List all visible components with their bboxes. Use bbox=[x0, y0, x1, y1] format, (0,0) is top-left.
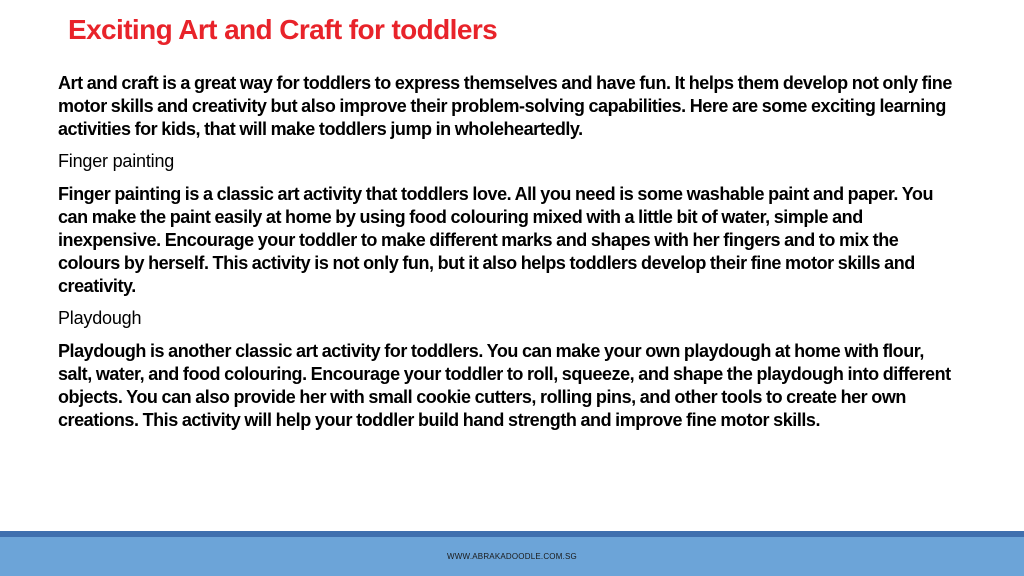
intro-paragraph: Art and craft is a great way for toddlers to express themselves and have fun. It helps them develop not only fine motor skills and creativity but also improve their problem-solving capabilities. Here are some exciting learning activities for kids, that will make toddlers jump in wholeheartedly. bbox=[58, 73, 952, 139]
slide-title: Exciting Art and Craft for toddlers bbox=[68, 14, 498, 45]
footer-website-url: WWW.ABRAKADOODLE.COM.SG bbox=[447, 552, 577, 561]
section-body-finger-painting: Finger painting is a classic art activity that toddlers love. All you need is some washable paint and paper. You can make the paint easily at home by using food colouring mixed with a little bit of water, simple and inexpensive. Encourage your toddler to make different marks and shapes with her fingers and to mix the colours by herself. This activity is not only fun, but it also helps toddlers develop their fine motor skills and creativity. bbox=[58, 184, 934, 296]
footer-bar bbox=[0, 537, 1024, 576]
section-body-playdough: Playdough is another classic art activity for toddlers. You can make your own playdough at home with flour, salt, water, and food colouring. Encourage your toddler to roll, squeeze, and shape the playdough into different objects. You can also provide her with small cookie cutters, rolling pins, and other tools to create her own creations. This activity will help your toddler build hand strength and improve fine motor skills. bbox=[58, 341, 951, 430]
slide-content bbox=[58, 72, 958, 441]
section-heading-finger-painting: Finger painting bbox=[58, 151, 175, 171]
section-heading-playdough: Playdough bbox=[58, 308, 142, 328]
